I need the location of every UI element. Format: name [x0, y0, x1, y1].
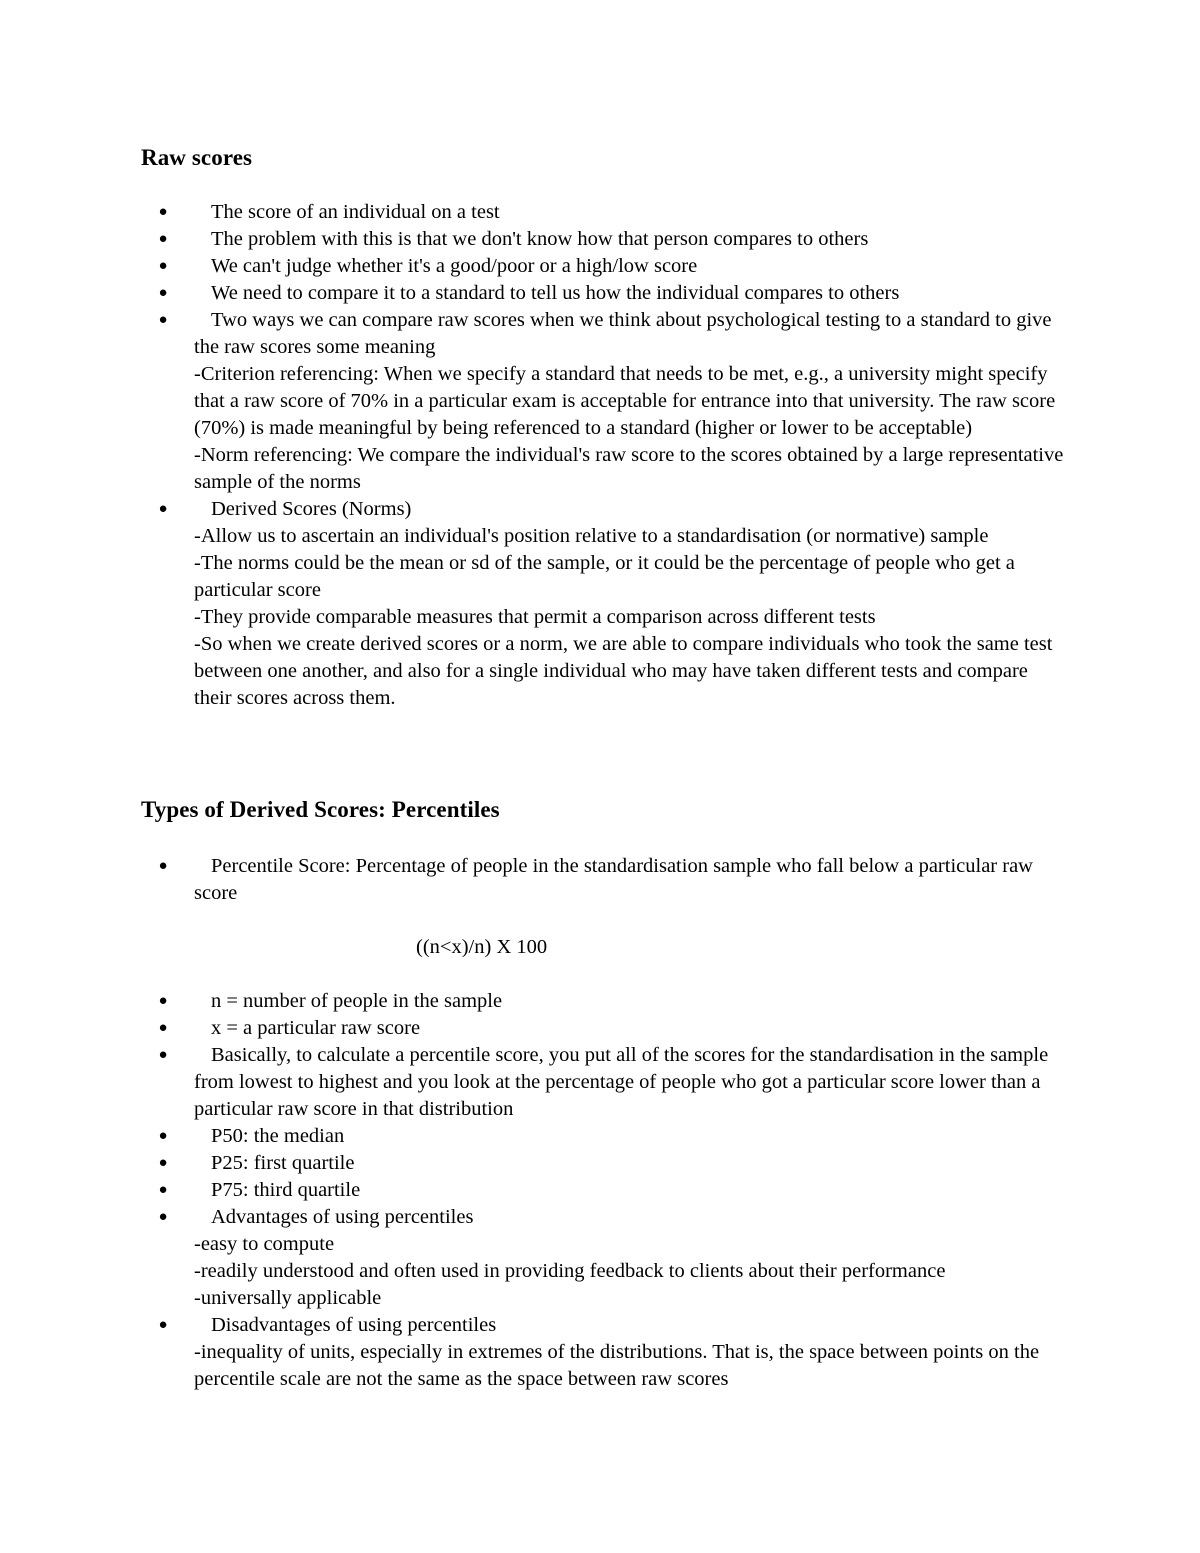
bullet-icon: ● — [158, 993, 168, 1009]
list-item-text: P25: first quartile — [211, 1152, 355, 1174]
bullet-icon: ● — [158, 1209, 168, 1225]
list-item-text: x = a particular raw score — [211, 1017, 421, 1039]
list-item-text: Disadvantages of using percentiles — [211, 1314, 497, 1336]
list-item — [0, 1204, 1200, 1312]
bullet-icon: ● — [158, 501, 168, 517]
list-item — [0, 496, 1200, 712]
percentiles-list-b — [0, 988, 1200, 1393]
list-item — [0, 307, 1200, 496]
list-item — [0, 1015, 1200, 1042]
bullet-icon: ● — [158, 1182, 168, 1198]
list-item-text: P75: third quartile — [211, 1179, 361, 1201]
list-item — [0, 226, 1200, 253]
bullet-icon: ● — [158, 204, 168, 220]
bullet-icon: ● — [158, 1020, 168, 1036]
list-item-text: n = number of people in the sample — [211, 990, 503, 1012]
bullet-icon: ● — [158, 285, 168, 301]
list-item — [0, 280, 1200, 307]
raw-scores-list — [0, 199, 1200, 712]
list-item-text: The problem with this is that we don't know how that person compares to others — [211, 228, 869, 250]
list-item-text: Advantages of using percentiles — [211, 1206, 474, 1228]
list-item — [0, 1123, 1200, 1150]
list-item-text: We can't judge whether it's a good/poor or a high/low score — [211, 255, 698, 277]
bullet-icon: ● — [158, 1155, 168, 1171]
bullet-icon: ● — [158, 231, 168, 247]
list-item-text: We need to compare it to a standard to tell us how the individual compares to others — [211, 282, 900, 304]
list-item-subtext: -universally applicable — [194, 1287, 382, 1309]
list-item-subtext: -readily understood and often used in providing feedback to clients about their performance — [194, 1260, 946, 1282]
heading-raw-scores: Raw scores — [141, 145, 253, 170]
list-item-text: Basically, to calculate a percentile score, you put all of the scores for the standardisation in the sample from lowest to highest and you look at the percentage of people who got a particular score lower than a particular raw score in that distribution — [194, 1044, 1049, 1120]
list-item-subtext: -They provide comparable measures that permit a comparison across different tests — [194, 606, 876, 628]
list-item-subtext: -The norms could be the mean or sd of the sample, or it could be the percentage of people who get a particular score — [194, 552, 1015, 601]
percentiles-list-a — [0, 853, 1200, 907]
list-item-subtext: -easy to compute — [194, 1233, 335, 1255]
list-item-subtext: -Criterion referencing: When we specify a standard that needs to be met, e.g., a university might specify that a raw score of 70% in a particular exam is acceptable for entrance into that university. The raw score (70%) is made meaningful by being referenced to a standard (higher or lower to be acceptable) — [194, 363, 1056, 439]
list-item — [0, 1042, 1200, 1123]
list-item-text: Derived Scores (Norms) — [211, 498, 412, 520]
list-item — [0, 199, 1200, 226]
bullet-icon: ● — [158, 1128, 168, 1144]
bullet-icon: ● — [158, 1317, 168, 1333]
percentile-formula: ((n<x)/n) X 100 — [416, 936, 548, 958]
list-item — [0, 1177, 1200, 1204]
list-item — [0, 253, 1200, 280]
list-item — [0, 1150, 1200, 1177]
list-item-text: Percentile Score: Percentage of people in the standardisation sample who fall below a particular raw score — [194, 855, 1033, 904]
list-item — [0, 1312, 1200, 1393]
bullet-icon: ● — [158, 312, 168, 328]
bullet-icon: ● — [158, 258, 168, 274]
list-item-text: P50: the median — [211, 1125, 345, 1147]
list-item-text: The score of an individual on a test — [211, 201, 500, 223]
heading-percentiles: Types of Derived Scores: Percentiles — [141, 797, 500, 822]
list-item-subtext: -So when we create derived scores or a norm, we are able to compare individuals who took the same test between one another, and also for a single individual who may have taken different tests and compare their scores across them. — [194, 633, 1053, 709]
list-item — [0, 853, 1200, 907]
list-item-subtext: -inequality of units, especially in extremes of the distributions. That is, the space between points on the percentile scale are not the same as the space between raw scores — [194, 1341, 1040, 1390]
bullet-icon: ● — [158, 1047, 168, 1063]
list-item-subtext: -Allow us to ascertain an individual's position relative to a standardisation (or normative) sample — [194, 525, 989, 547]
list-item-subtext: -Norm referencing: We compare the individual's raw score to the scores obtained by a large representative sample of the norms — [194, 444, 1064, 493]
list-item — [0, 988, 1200, 1015]
list-item-text: Two ways we can compare raw scores when we think about psychological testing to a standard to give the raw scores some meaning — [194, 309, 1052, 358]
bullet-icon: ● — [158, 858, 168, 874]
